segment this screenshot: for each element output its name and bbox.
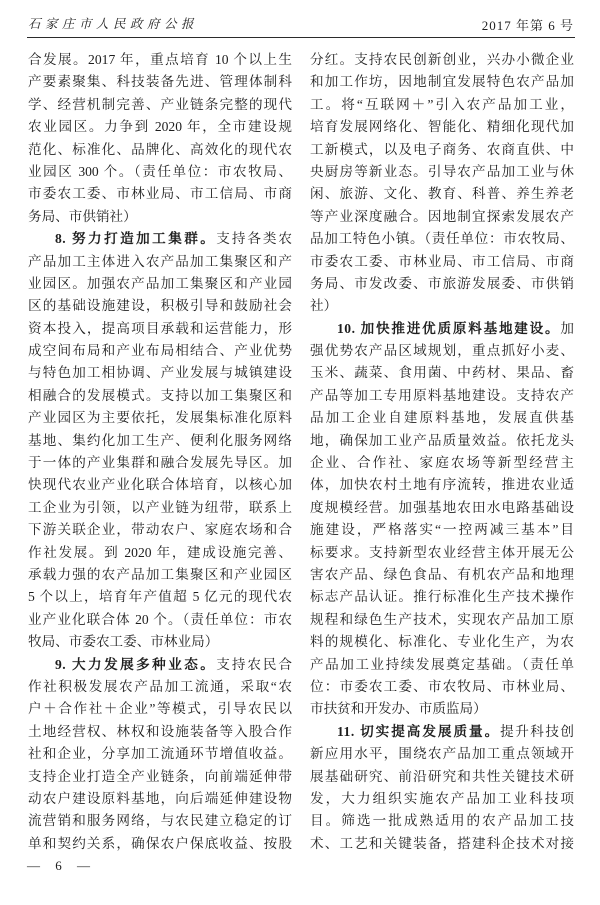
- text-line: 成空间布局和产业布局相结合、产业优势: [28, 343, 292, 359]
- paragraph-heading-line: 9. 大力发展多种业态。支持农民合: [55, 656, 292, 672]
- text-line: 资本投入，提高项目承载和运营能力，形: [28, 320, 292, 336]
- text-line: 强优势农产品区域规划，重点抓好小麦、: [310, 343, 574, 359]
- text-line: 与特色加工相协调、产业发展与城镇建设: [28, 365, 292, 381]
- text-line: 企业、合作社、家庭农场等新型经营主: [310, 455, 574, 471]
- text-line: 标志产品认证。推行标准化生产技术操作: [310, 589, 574, 605]
- text-line: 基地、集约化加工生产、便利化服务网络: [28, 432, 292, 448]
- text-line: 市委农工委、市林业局、市工信局、市商: [310, 253, 574, 269]
- text-line: 规程和绿色生产技术，实现农产品加工原: [310, 611, 574, 627]
- text-line: 务局、市发改委、市旅游发展委、市供销: [310, 275, 574, 291]
- text-line: 社和企业，分享加工流通环节增值收益。: [28, 746, 292, 762]
- text-line: 动农户建设原料基地，向后端延伸建设物: [28, 790, 292, 806]
- text-line: 牧局、市委农工委、市林业局）: [28, 634, 219, 650]
- text-line: 工新模式，以及电子商务、农商直供、中: [310, 141, 574, 157]
- text-line: 品加工特色小镇。（责任单位：市农牧局、: [310, 231, 574, 247]
- text-line: 合发展。2017 年，重点培育 10 个以上生: [28, 52, 292, 67]
- text-line: 培育发展网络化、智能化、精细化现代加: [310, 119, 574, 135]
- text-line: 区的基础设施建设，积极引导和鼓励社会: [28, 298, 292, 314]
- text-line: 业园区。加强农产品加工集聚区和产业园: [28, 275, 292, 291]
- paragraph-heading-line: 8. 努力打造加工集群。支持各类农: [55, 231, 292, 247]
- text-line: 业园区 300 个。（责任单位：市农牧局、: [28, 163, 292, 179]
- text-line: 和加工作坊，因地制宜发展特色农产品加: [310, 74, 574, 90]
- text-line: 工企业为引领，以产业链为纽带，联系上: [28, 499, 292, 515]
- text-line: 于一体的产业集群和融合发展先导区。加: [28, 455, 292, 471]
- text-line: 土地经营权、林权和设施装备等入股合作: [28, 723, 292, 739]
- gazette-title: 石家庄市人民政府公报: [28, 17, 199, 31]
- text-line: 玉米、蔬菜、食用菌、中药材、果品、畜: [310, 365, 574, 381]
- text-line: 术、工艺和关键装备，搭建科企技术对接: [310, 835, 574, 851]
- text-line: 料的规模化、标准化、专业化生产，为农: [310, 634, 574, 650]
- text-line: 标要求。支持新型农业经营主体开展无公: [310, 544, 574, 560]
- text-line: 位：市委农工委、市农牧局、市林业局、: [310, 678, 574, 694]
- text-line: 单和契约关系，确保农户保底收益、按股: [28, 835, 292, 851]
- text-line: 工。将“互联网＋”引入农产品加工业，: [310, 96, 574, 112]
- text-line: 央厨房等新业态。引导农产品加工业与休: [310, 163, 574, 179]
- text-line: 品加工企业自建原料基地，发展直供基: [310, 410, 574, 426]
- text-line: 学、经营机制完善、产业链条完整的现代: [28, 96, 292, 112]
- left-column: [28, 49, 292, 855]
- text-line: 产品加工业持续发展奠定基础。（责任单: [310, 656, 574, 672]
- text-line: 等产业深度融合。因地制宜探索发展农产: [310, 208, 574, 224]
- text-line: 发，大力组织实施农产品加工业科技项: [310, 790, 574, 806]
- page-number: — 6 —: [27, 858, 92, 873]
- right-column: [310, 49, 574, 855]
- text-line: 产要素聚集、科技装备先进、管理体制科: [28, 74, 292, 90]
- text-line: 作社积极发展农产品加工流通，采取“农: [28, 678, 292, 694]
- text-line: 快现代农业产业化联合体培育，以核心加: [28, 477, 292, 493]
- text-line: 展基础研究、前沿研究和共性关键技术研: [310, 768, 574, 784]
- text-line: 流营销和服务网络，与农民建立稳定的订: [28, 813, 292, 829]
- text-line: 业产业化联合体 20 个。（责任单位：市农: [28, 611, 292, 627]
- item-heading: 11. 切实提高发展质量。: [337, 723, 501, 739]
- text-line: 新应用水平，围绕农产品加工重点领域开: [310, 746, 574, 762]
- text-line: 支持企业打造全产业链条，向前端延伸带: [28, 768, 292, 784]
- item-heading: 9. 大力发展多种业态。: [55, 656, 217, 672]
- text-line: 范化、标准化、品牌化、高效化的现代农: [28, 141, 292, 157]
- text-line: 户＋合作社＋企业”等模式，引导农民以: [28, 701, 292, 717]
- text-line: 承载力强的农产品加工集聚区和产业园区: [28, 566, 292, 582]
- text-line: 作社发展。到 2020 年，建成设施完善、: [28, 544, 292, 560]
- item-heading: 8. 努力打造加工集群。: [55, 231, 217, 247]
- text-line: 闲、旅游、文化、教育、科普、养生养老: [310, 186, 574, 202]
- text-line: 施建设，严格落实“一控两减三基本”目: [310, 522, 574, 538]
- text-line: 产品加工主体进入农产品加工集聚区和产: [28, 253, 292, 269]
- text-line: 地，确保加工业产品质量效益。依托龙头: [310, 432, 574, 448]
- text-line: 目。筛选一批成熟适用的农产品加工技: [310, 813, 574, 829]
- text-line: 农业园区。力争到 2020 年，全市建设规: [28, 119, 292, 135]
- paragraph-heading-line: 10. 加快推进优质原料基地建设。加: [337, 320, 574, 336]
- text-line: 社）: [310, 298, 338, 314]
- header-rule: [27, 37, 575, 38]
- text-line: 市扶贫和开发办、市质监局）: [310, 701, 487, 717]
- issue-number: 2017 年第 6 号: [481, 18, 574, 33]
- text-line: 分红。支持农民创新创业，兴办小微企业: [310, 52, 574, 67]
- text-line: 5 个以上，培育年产值超 5 亿元的现代农: [28, 589, 292, 605]
- text-line: 害农产品、绿色食品、有机农产品和地理: [310, 566, 574, 582]
- text-line: 产业园区为主要依托，发展集标准化原料: [28, 410, 292, 426]
- text-line: 体，加快农村土地有序流转，推进农业适: [310, 477, 574, 493]
- text-line: 下游关联企业，带动农户、家庭农场和合: [28, 522, 292, 538]
- paragraph-heading-line: 11. 切实提高发展质量。提升科技创: [337, 723, 574, 739]
- text-line: 相融合的发展模式。支持以加工集聚区和: [28, 387, 292, 403]
- text-line: 度规模经营。加强基地农田水电路基础设: [310, 499, 574, 515]
- text-line: 市委农工委、市林业局、市工信局、市商: [28, 186, 292, 202]
- item-heading: 10. 加快推进优质原料基地建设。: [337, 320, 561, 336]
- text-line: 产品等加工专用原料基地建设。支持农产: [310, 387, 574, 403]
- text-line: 务局、市供销社）: [28, 208, 137, 224]
